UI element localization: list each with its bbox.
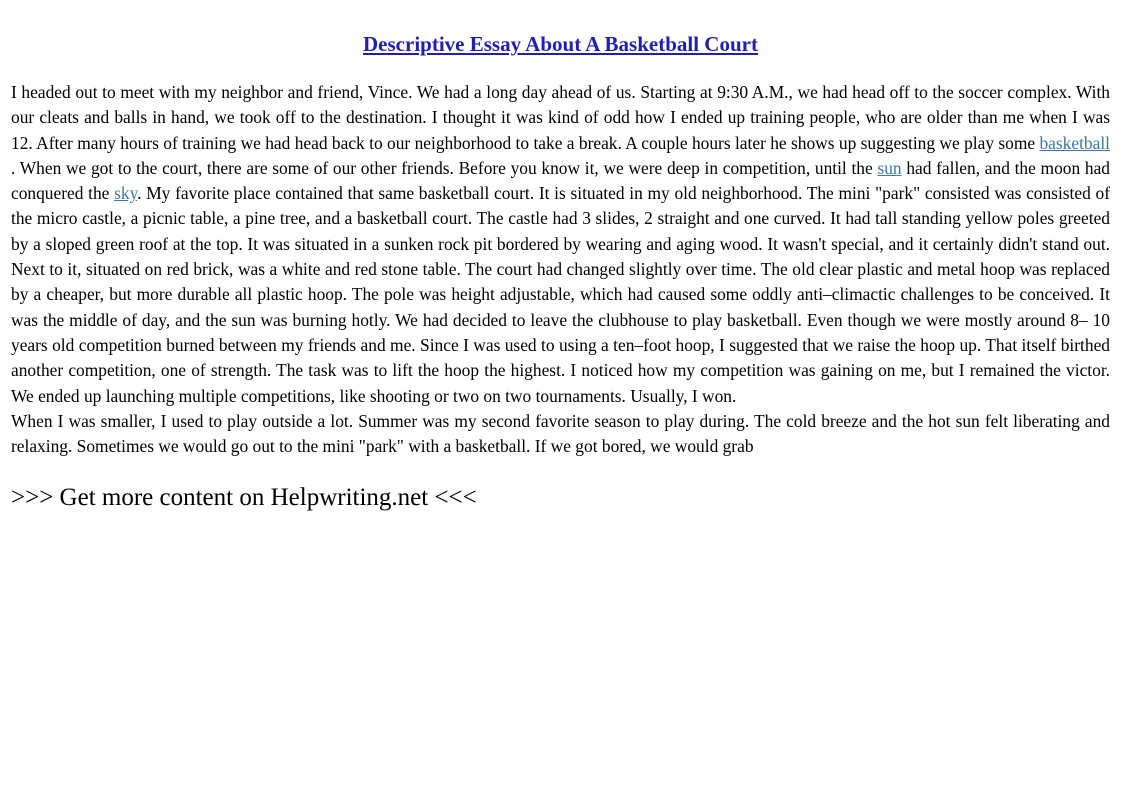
paragraph-1 [11,80,1110,409]
basketball-keyword-link[interactable]: basketball [1039,132,1110,153]
paragraph-1-text-b: . When we got to the court, there are some of our other friends. Before you know it, we were deep in competition, until the [11,157,878,178]
sky-keyword-link[interactable]: sky [114,183,138,204]
sun-keyword-link[interactable]: sun [877,157,902,178]
paragraph-1-text-a: I headed out to meet with my neighbor and friend, Vince. We had a long day ahead of us. Starting at 9:30 A.M., we had head off to the soccer complex. With our cleats and balls in hand, we took off to the destination. I thought it was kind of odd how I ended up training people, who are older than me when I was 12. After many hours of training we had head back to our neighborhood to take a break. A couple hours later he shows up suggesting we play some [11,82,1110,153]
more-content-link[interactable]: >>> Get more content on Helpwriting.net <<< [11,484,477,512]
paragraph-2: When I was smaller, I used to play outside a lot. Summer was my second favorite season to play during. The cold breeze and the hot sun felt liberating and relaxing. Sometimes we would go out to the mini "park" with a basketball. If we got bored, we would grab [11,410,1110,457]
essay-body [11,80,1110,459]
paragraph-1-text-c: had fallen, and the moon had conquered the [11,157,1110,204]
paragraph-1-text-d: . My favorite place contained that same basketball court. It is situated in my old neighborhood. The mini "park" consisted was consisted of the micro castle, a picnic table, a pine tree, and a basketball court. The castle had 3 slides, 2 straight and one curved. It had tall standing yellow poles greeted by a sloped green roof at the top. It was situated in a sunken rock pit bordered by wearing and aging wood. It wasn't special, and it certainly didn't stand out. Next to it, situated on red brick, was a white and red stone table. The court had changed slightly over time. The old clear plastic and metal hoop was replaced by a cheaper, but more durable all plastic hoop. The pole was height adjustable, which had caused some oddly anti–climactic challenges to be conceived. It was the middle of day, and the sun was burning hotly. We had decided to leave the clubhouse to play basketball. Even though we were mostly around 8– 10 years old competition burned between my friends and me. Since I was used to using a ten–foot hoop, I suggested that we raise the hoop up. That itself birthed another competition, one of strength. The task was to lift the hoop the highest. I noticed how my competition was gaining on me, but I remained the victor. We ended up launching multiple competitions, like shooting or two on two tournaments. Usually, I won. [11,183,1110,406]
essay-title-link[interactable]: Descriptive Essay About A Basketball Court [363,32,758,56]
title-container [11,0,1110,59]
